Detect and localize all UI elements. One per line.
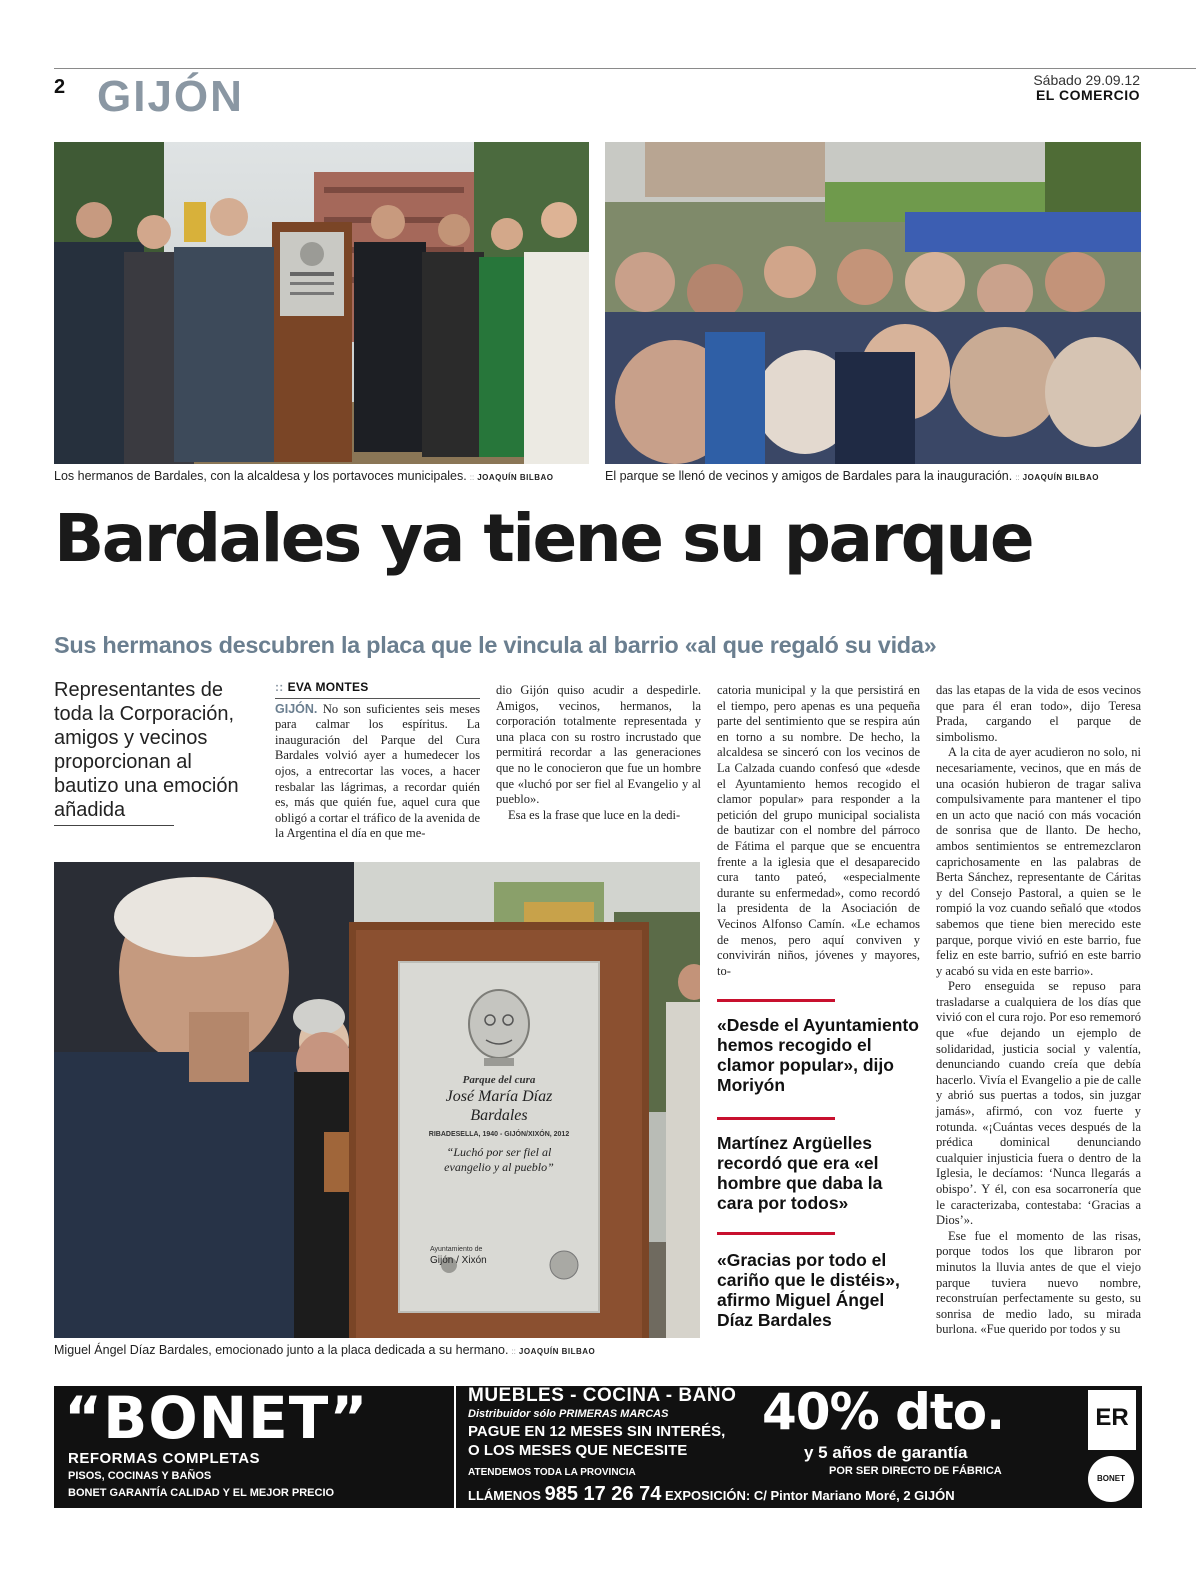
credit-separator: :: [1015, 473, 1020, 482]
ad-address: EXPOSICIÓN: C/ Pintor Mariano Moré, 2 GIJÓN [664, 1488, 955, 1503]
ad-financing-1: PAGUE EN 12 MESES SIN INTERÉS, [468, 1423, 726, 1440]
caption-text: Los hermanos de Bardales, con la alcaldesa y los portavoces municipales. [54, 469, 467, 483]
dateline-city: GIJÓN. [275, 701, 318, 716]
ad-line-3: BONET GARANTÍA CALIDAD Y EL MEJOR PRECIO [68, 1487, 335, 1499]
photo-plaque-caption [54, 1343, 595, 1357]
summary: Representantes de toda la Corporación, amigos y vecinos proporcionan al bautizo una emoción añadida [54, 679, 239, 821]
newspaper-name: EL COMERCIO [1035, 87, 1140, 103]
paragraph: Pero enseguida se repuso para trasladarse a cualquiera de los días que vivió con el cura rojo. Por eso rememoró que «fue dejando un ejemplo de solidaridad, justicia social y valentía, denunciando cuando creía que debía hacerlo. Vivía el Evangelio a pie de calle y abrió sus puertas a todos, sin juzgar jamás», afirmó, con voz fuerte y rotunda. «¡Cuántas veces después de la prédica dominical denunciando cualquier injusticia fuera o dentro de la Iglesia, le decíamos: ‘Nunca llegarás a obispo’. Y él, con esa socarronería que le caracterizaba, contestaba: ‘Gracias a Dios’». [936, 979, 1141, 1228]
photo-officials-caption [54, 469, 554, 483]
ad-products: MUEBLES - COCINA - BAÑO [468, 1386, 737, 1406]
headline: Bardales ya tiene su parque [54, 500, 1033, 577]
paragraph: das las etapas de la vida de esos vecinos que para él eran todo», dijo Teresa Prada, cargando el parque de simbolismo. [936, 683, 1141, 744]
seal-text: BONET [1097, 1474, 1125, 1483]
article-column-3 [717, 683, 920, 979]
caption-text: El parque se llenó de vecinos y amigos de Bardales para la inauguración. [605, 469, 1013, 483]
ad-warranty: y 5 años de garantía [804, 1443, 968, 1462]
ad-factory: POR SER DIRECTO DE FÁBRICA [829, 1465, 1002, 1477]
plaque-name-2: Bardales [470, 1107, 528, 1124]
paragraph-text: No son suficientes seis meses para calmar los espíritus. La inauguración del Parque del Cura Bardales volvió ayer a humedecer los ojos, a entrecortar las voces, a hacer resbalar las lágrimas, a recordar quién es, más que quién fue, aquel cura que obligó a cortar el tráfico de la avenida de la Argentina el día en que me- [275, 701, 480, 841]
photo-officials-image [54, 142, 589, 464]
pull-quote: «Desde el Ayuntamiento hemos recogido el clamor popular», dijo Moriyón [717, 1015, 919, 1095]
photo-crowd [605, 142, 1141, 464]
ad-contact [468, 1483, 955, 1506]
plaque-title: Parque del cura [462, 1074, 536, 1086]
ad-province: ATENDEMOS TODA LA PROVINCIA [468, 1467, 636, 1478]
paragraph: catoria municipal y la que persistirá en el tiempo, pero apenas es una pequeña parte del sentimiento que se respira aún en torno a su nombre. De hecho, la alcaldesa se sinceró con los vecinos de La Calzada cuando confesó que «desde el Ayuntamiento hemos recogido el clamor popular» para responder a la petición del grupo municipal socialista de bautizar con el nombre del párroco de Fátima el parque que se encuentra frente a la iglesia que el desaparecido cura tanto pateó, «especialmente durante su enfermedad», como recordó la presidenta de la Asociación de Vecinos Alfonso Camín. «Le echamos de menos, pero aquí conviven y convivirán niños, jóvenes y mayores, to- [717, 683, 920, 978]
byline-rule [275, 698, 480, 699]
ad-distributor: Distribuidor sólo PRIMERAS MARCAS [468, 1408, 669, 1420]
summary-rule [54, 825, 174, 826]
plaque-org-2: Gijón / Xixón [430, 1255, 487, 1266]
page-number: 2 [54, 76, 66, 98]
credit-separator: :: [469, 473, 475, 482]
byline [275, 680, 480, 696]
plaque-org-1: Ayuntamiento de [430, 1246, 483, 1253]
photo-crowd-caption [605, 469, 1099, 483]
section-title: GIJÓN [97, 72, 244, 121]
plaque-motto-2: evangelio y al pueblo” [444, 1160, 554, 1174]
ad-brand: “BONET” [64, 1386, 369, 1452]
ad-line-2: PISOS, COCINAS Y BAÑOS [68, 1470, 212, 1482]
pull-quote: «Gracias por todo el cariño que le distéis», afirmo Miguel Ángel Díaz Bardales [717, 1250, 900, 1330]
badge-letters: ER [1095, 1404, 1129, 1431]
credit-separator: :: [511, 1347, 516, 1356]
plaque-name-1: José María Díaz [445, 1088, 553, 1105]
advertisement-bonet [54, 1386, 1142, 1508]
article-column-2 [496, 683, 701, 823]
article-column-4 [936, 683, 1141, 1338]
paragraph: Esa es la frase que luce en la dedi- [508, 807, 681, 822]
subheadline: Sus hermanos descubren la placa que le vincula al barrio «al que regaló su vida» [54, 632, 937, 658]
ad-certification-badge [1088, 1390, 1136, 1450]
byline-marker: :: [275, 680, 284, 694]
byline-author: EVA MONTES [287, 680, 369, 694]
photo-plaque [54, 862, 700, 1338]
paragraph: Ese fue el momento de las risas, porque todos los que libraron por minutos la lluvia antes de que el viejo parque tuviera nuevo nombre, reconstruían perfectamente su gesto, su sonrisa de medio lado, su mirada burlona. «Fue querido por todos y su [936, 1228, 1141, 1337]
ad-phone[interactable]: 985 17 26 74 [544, 1483, 662, 1505]
paragraph: A la cita de ayer acudieron no solo, ni necesariamente, vecinos, que en más de una ocasión hubieron de tragar saliva compulsivamente para mantener el tipo en un acto que nació con más vocación de sonrisa que de llanto. De hecho, ambos sentimientos se entremezclaron caprichosamente en las palabras de Berta Sánchez, representante de Cáritas y del Consejo Pastoral, a quien se le rompió la voz cuando señaló que «todos sabemos que tiene bien merecido este parque, porque vivió en este barrio, fue feliz en este barrio, sufrió en este barrio y acabó su vida en este barrio». [936, 745, 1141, 978]
paragraph [275, 702, 480, 842]
header-rule [54, 68, 1196, 69]
article-column-1 [275, 680, 480, 842]
photo-plaque-image [54, 862, 700, 1338]
quote-rule [717, 1117, 835, 1120]
quote-rule [717, 999, 835, 1002]
pull-quote: Martínez Argüelles recordó que era «el hombre que daba la cara por todos» [717, 1133, 883, 1213]
quote-rule [717, 1232, 835, 1235]
photo-credit: JOAQUÍN BILBAO [518, 1347, 596, 1356]
photo-officials [54, 142, 589, 464]
ad-line-1: REFORMAS COMPLETAS [68, 1450, 261, 1467]
photo-credit: JOAQUÍN BILBAO [477, 473, 554, 482]
plaque-dates: RIBADESELLA, 1940 - GIJÓN/XIXÓN, 2012 [428, 1131, 570, 1138]
ad-seal [1088, 1456, 1134, 1502]
photo-crowd-image [605, 142, 1141, 464]
ad-discount: 40% dto. [762, 1386, 1005, 1441]
ad-call-label: LLÁMENOS [468, 1488, 541, 1503]
paragraph: dio Gijón quiso acudir a despedirle. Amigos, vecinos, hermanos, la corporación totalmente representada y una placa con su rostro incrustado que permitirá recordar a las generaciones que no le conocieron que fue un hombre que «luchó por ser fiel al Evangelio y al pueblo». [496, 683, 701, 807]
plaque-motto-1: “Luchó por ser fiel al [446, 1145, 552, 1159]
ad-divider [454, 1386, 456, 1508]
ad-financing-2: O LOS MESES QUE NECESITE [468, 1442, 688, 1459]
caption-text: Miguel Ángel Díaz Bardales, emocionado junto a la placa dedicada a su hermano. [54, 1343, 509, 1357]
issue-date: Sábado 29.09.12 [1033, 72, 1140, 88]
photo-credit: JOAQUÍN BILBAO [1022, 473, 1099, 482]
